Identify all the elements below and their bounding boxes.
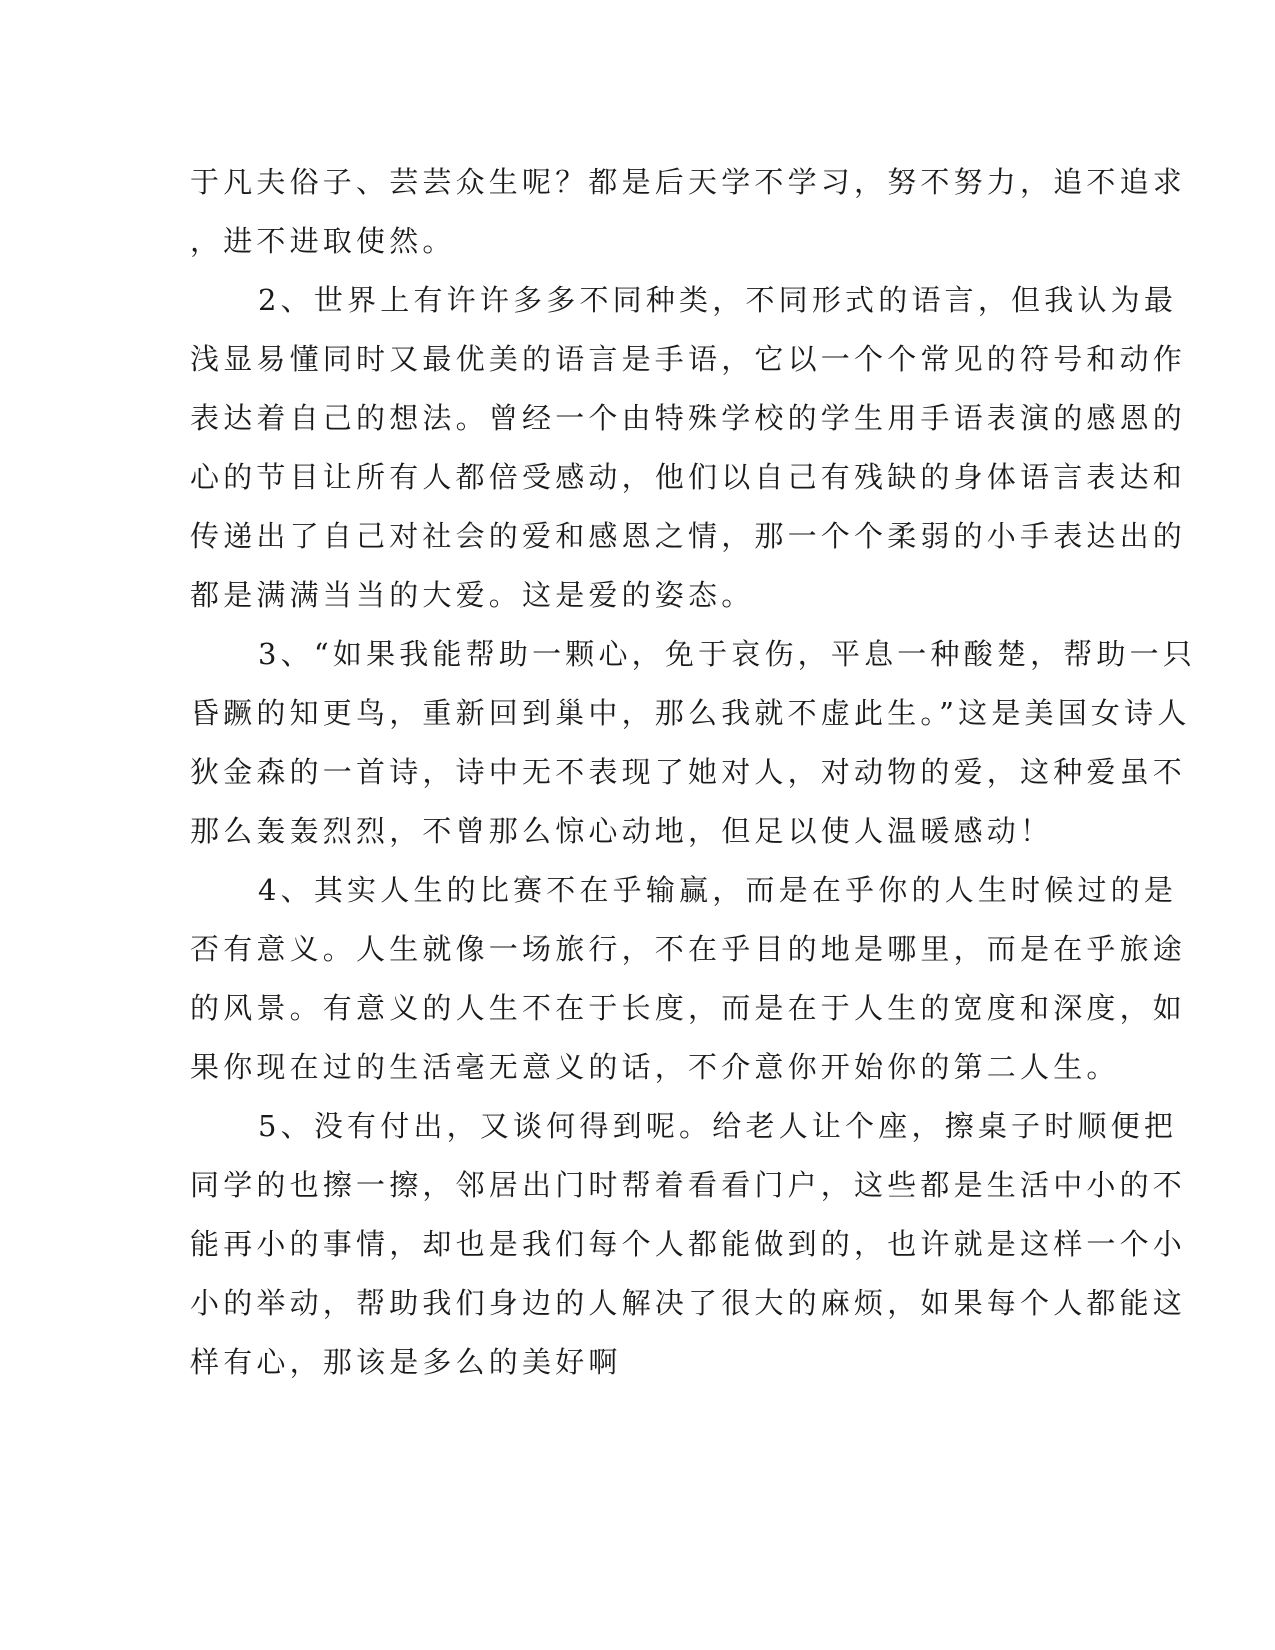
text-line: 果你现在过的生活毫无意义的话，不介意你开始你的第二人生。 [190, 1050, 1120, 1084]
text-line: 否有意义。人生就像一场旅行，不在乎目的地是哪里，而是在乎旅途 [190, 932, 1187, 966]
text-line: 浅显易懂同时又最优美的语言是手语，它以一个个常见的符号和动作 [190, 342, 1187, 376]
text-line: 狄金森的一首诗，诗中无不表现了她对人，对动物的爱，这种爱虽不 [190, 755, 1187, 789]
text-line: 的风景。有意义的人生不在于长度，而是在于人生的宽度和深度，如 [190, 991, 1187, 1025]
text-line: 样有心，那该是多么的美好啊 [190, 1345, 622, 1379]
text-line: 小的举动，帮助我们身边的人解决了很大的麻烦，如果每个人都能这 [190, 1286, 1187, 1320]
text-line: 都是满满当当的大爱。这是爱的姿态。 [190, 578, 755, 612]
text-line: 于凡夫俗子、芸芸众生呢？都是后天学不学习，努不努力，追不追求 [190, 165, 1187, 199]
paragraph-5-start: 5、没有付出，又谈何得到呢。给老人让个座，擦桌子时顺便把 [258, 1109, 1178, 1143]
text-line: 表达着自己的想法。曾经一个由特殊学校的学生用手语表演的感恩的 [190, 401, 1187, 435]
paragraph-3-start: 3、“如果我能帮助一颗心，免于哀伤，平息一种酸楚，帮助一只 [258, 637, 1197, 671]
text-line: 心的节目让所有人都倍受感动，他们以自己有残缺的身体语言表达和 [190, 460, 1187, 494]
text-line: 那么轰轰烈烈，不曾那么惊心动地，但足以使人温暖感动！ [190, 814, 1054, 848]
text-line: 能再小的事情，却也是我们每个人都能做到的，也许就是这样一个小 [190, 1227, 1187, 1261]
text-line: 昏蹶的知更鸟，重新回到巢中，那么我就不虚此生。”这是美国女诗人 [190, 696, 1191, 730]
paragraph-4-start: 4、其实人生的比赛不在乎输赢，而是在乎你的人生时候过的是 [258, 873, 1178, 907]
text-line: 同学的也擦一擦，邻居出门时帮着看看门户，这些都是生活中小的不 [190, 1168, 1187, 1202]
text-line: 传递出了自己对社会的爱和感恩之情，那一个个柔弱的小手表达出的 [190, 519, 1187, 553]
text-line: ，进不进取使然。 [190, 224, 456, 258]
paragraph-2-start: 2、世界上有许许多多不同种类，不同形式的语言，但我认为最 [258, 283, 1178, 317]
